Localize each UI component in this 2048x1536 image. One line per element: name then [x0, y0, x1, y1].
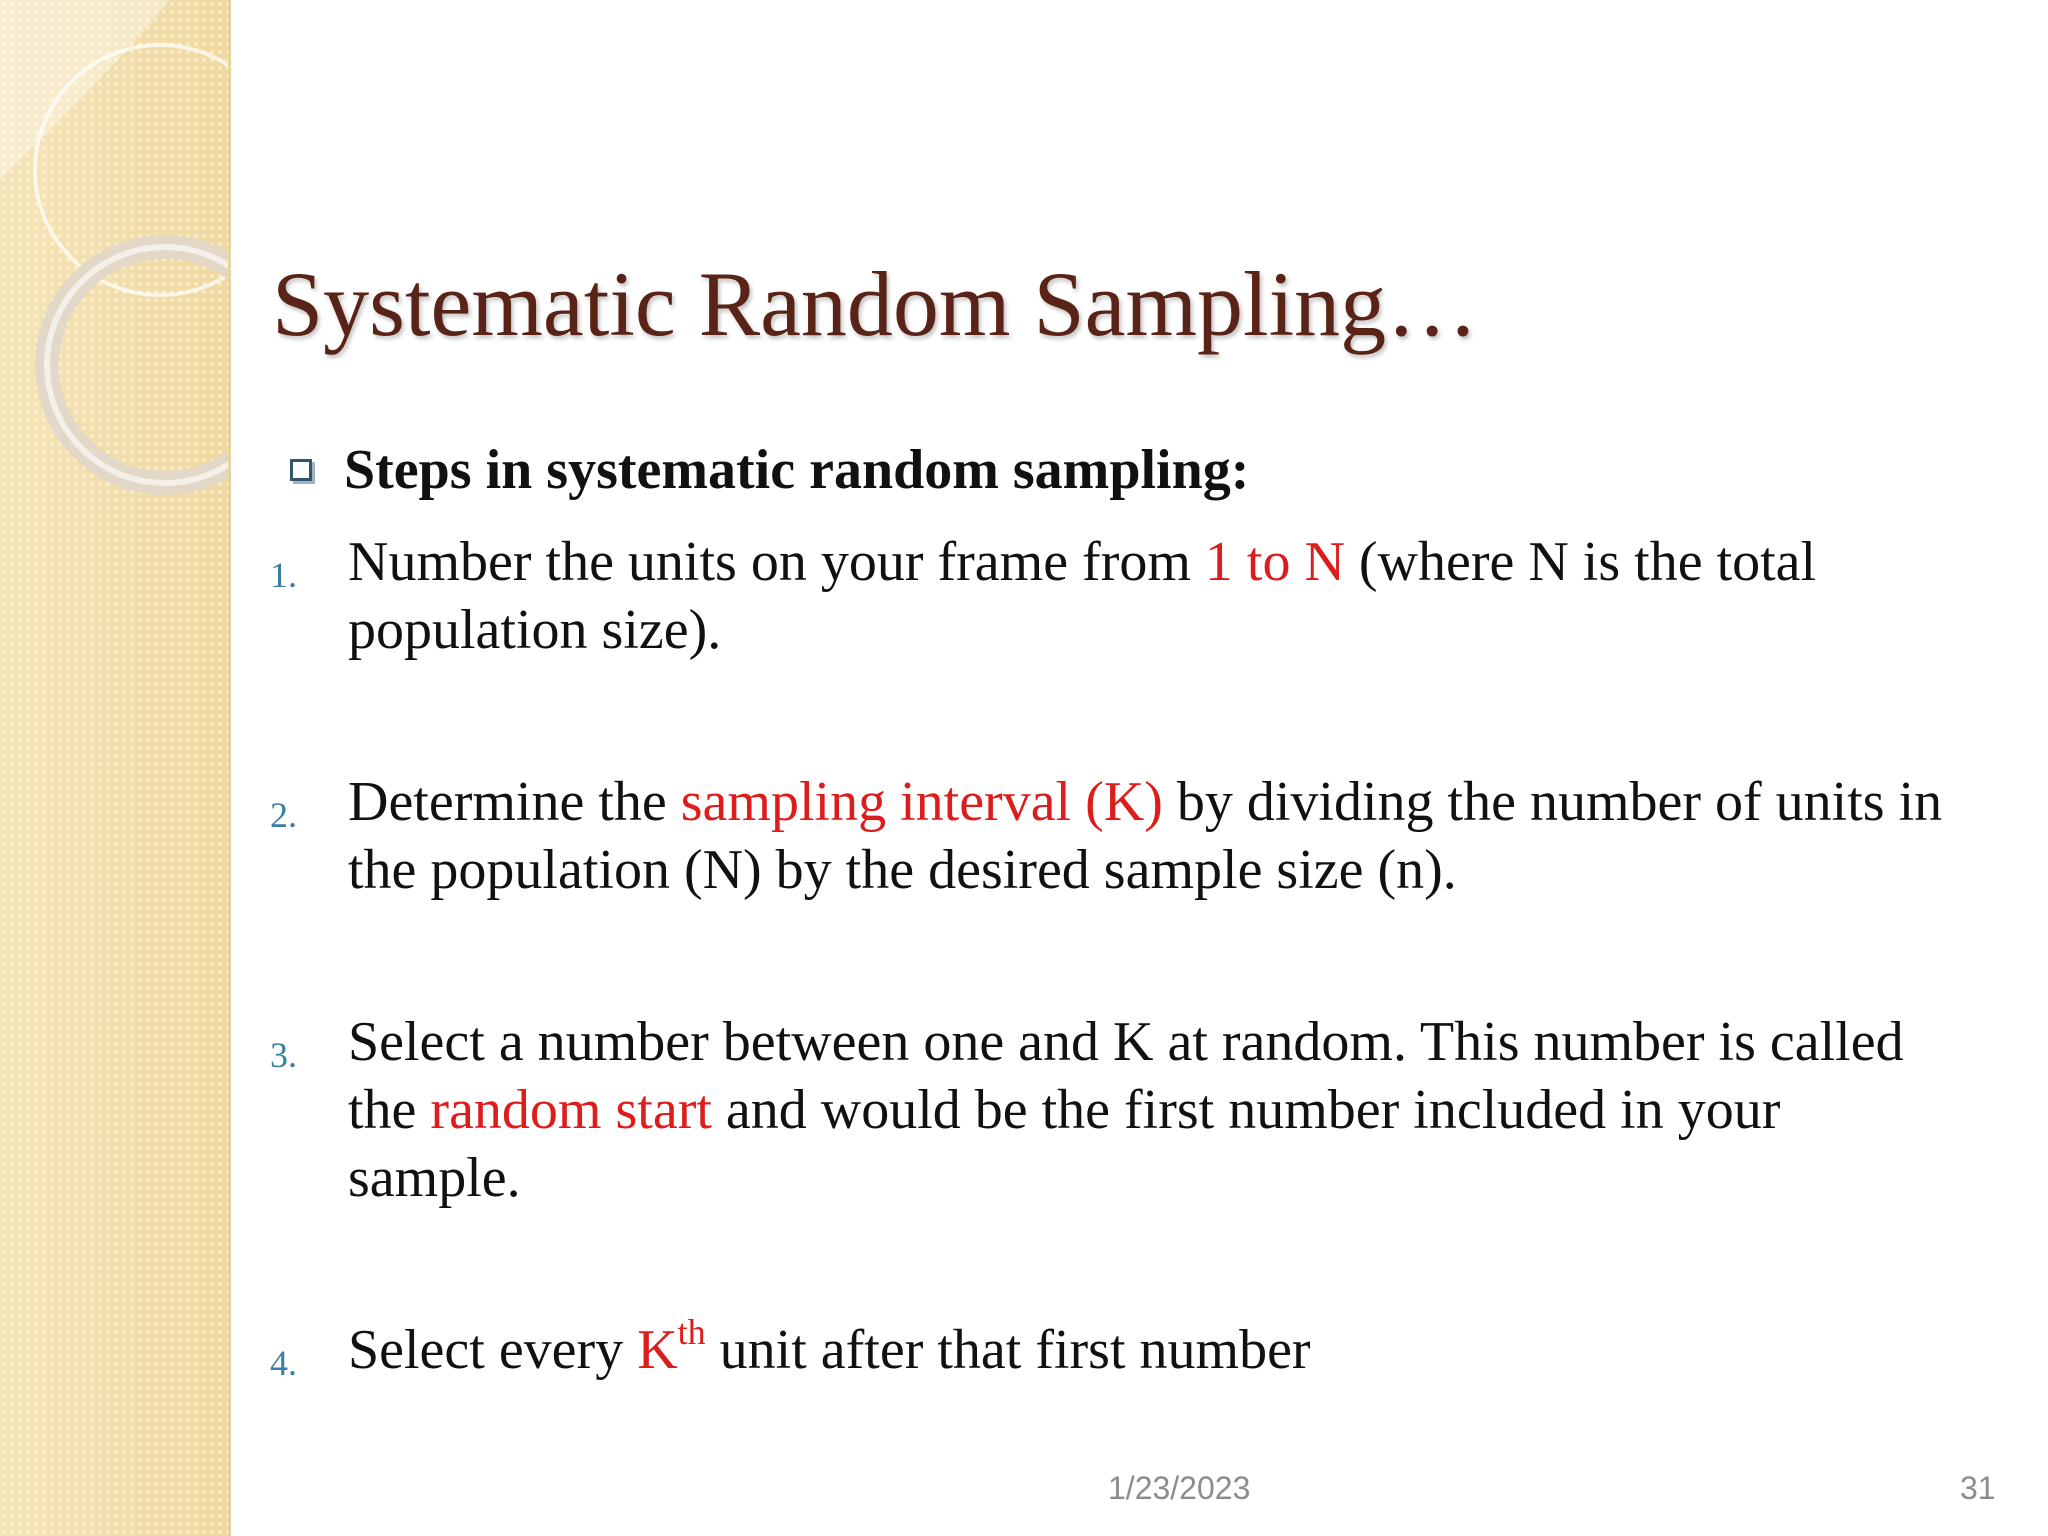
step-highlight: sampling interval (K) — [680, 771, 1163, 833]
step-text-before: Select every — [348, 1319, 638, 1381]
step-number: 3. — [270, 1035, 297, 1075]
step-text — [348, 1008, 1950, 1212]
step-highlight: random start — [430, 1079, 712, 1141]
slide-title: Systematic Random Sampling… — [272, 253, 1479, 355]
footer-date: 1/23/2023 — [1108, 1470, 1251, 1506]
step-text-after: and would be the first number included in your sample. — [348, 1079, 1781, 1209]
step-number: 2. — [270, 795, 297, 835]
step-4 — [270, 1312, 1950, 1384]
page-number: 31 — [1960, 1470, 1996, 1506]
step-highlight-superscript: th — [677, 1312, 706, 1353]
step-text-before: Number the units on your frame from — [348, 531, 1205, 593]
step-number: 4. — [270, 1343, 297, 1383]
section-heading — [290, 438, 1249, 502]
step-2 — [270, 768, 1950, 904]
step-text-before: Select a number between one and K at random. This number is called the — [348, 1011, 1904, 1141]
step-1 — [270, 528, 1950, 664]
step-text-after: (where N is the total population size). — [348, 531, 1817, 661]
step-text-after: by dividing the number of units in the population (N) by the desired sample size (n). — [348, 771, 1943, 901]
step-text — [348, 768, 1950, 904]
decorative-rings — [0, 0, 228, 520]
step-text — [348, 528, 1950, 664]
decorative-sidebar — [0, 0, 231, 1536]
checkbox-bullet-icon — [290, 459, 312, 481]
step-text-before: Determine the — [348, 771, 681, 833]
step-highlight: 1 to N — [1204, 531, 1345, 593]
step-3 — [270, 1008, 1950, 1212]
step-text-after: unit after that first number — [705, 1319, 1311, 1381]
step-number: 1. — [270, 555, 297, 595]
step-text — [348, 1312, 1311, 1384]
step-highlight-base: K — [637, 1319, 678, 1381]
heading-text: Steps in systematic random sampling: — [344, 439, 1250, 501]
step-highlight — [637, 1312, 706, 1381]
